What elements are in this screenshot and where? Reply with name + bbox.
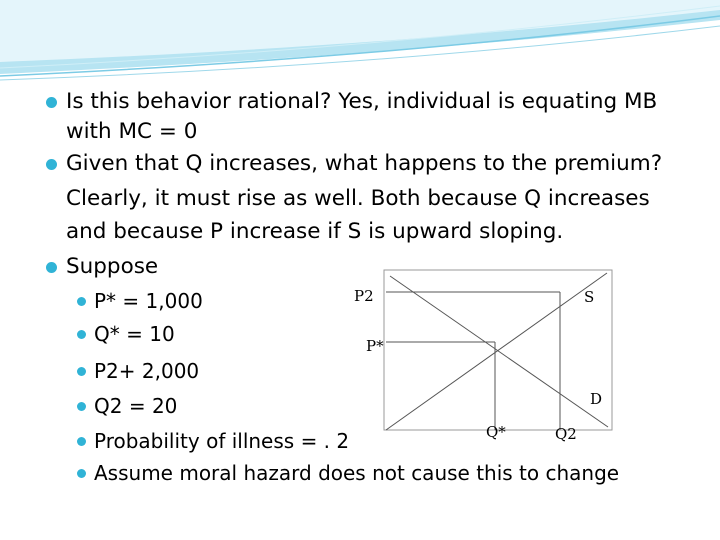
sub-bullet-6: Assume moral hazard does not cause this to change — [94, 461, 620, 485]
label-d: D — [590, 390, 603, 408]
bullet-2-line-3: and because P increase if S is upward sloping. — [66, 219, 564, 244]
bullet-1-line-1: Is this behavior rational? Yes, individual is equating MB — [66, 89, 658, 114]
label-pstar: P* — [366, 337, 384, 355]
bullet-2-line-1: Given that Q increases, what happens to the premium? — [66, 151, 663, 176]
sub-bullet-3: P2+ 2,000 — [94, 359, 200, 383]
sub-bullet-2: Q* = 10 — [94, 322, 175, 346]
label-p2: P2 — [354, 287, 374, 305]
bullet-1-line-2: with MC = 0 — [66, 119, 198, 144]
sub-bullet-4: Q2 = 20 — [94, 394, 178, 418]
label-s: S — [584, 288, 595, 306]
sub-bullet-1: P* = 1,000 — [94, 289, 203, 313]
sub-bullet-5: Probability of illness = . 2 — [94, 429, 350, 453]
label-q2: Q2 — [555, 425, 577, 443]
label-qstar: Q* — [486, 423, 506, 441]
bullet-3-line-1: Suppose — [66, 254, 159, 279]
bullet-2-line-2: Clearly, it must rise as well. Both because Q increases — [66, 186, 650, 211]
